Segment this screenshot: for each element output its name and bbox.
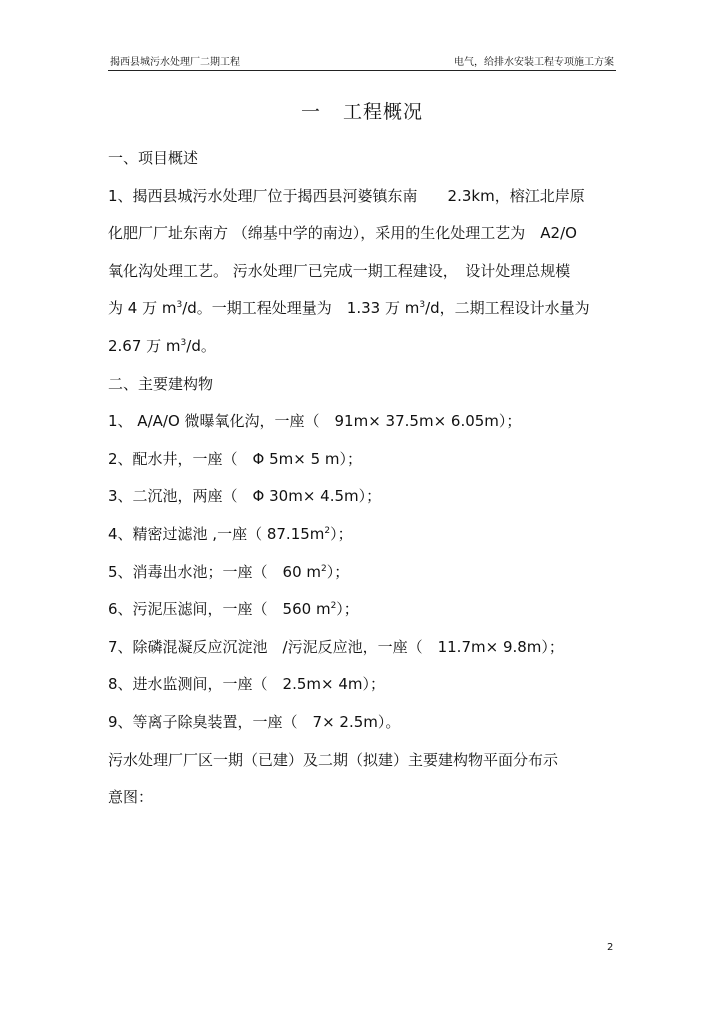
superscript: 2 [330,601,337,612]
overview-line: 化肥厂厂址东南方 （绵基中学的南边），采用的生化处理工艺为 A2/O [108,224,577,243]
chapter-title-text: 工程概况 [343,101,424,123]
section-heading-overview: 一、项目概述 [108,149,199,167]
list-item: 7、除磷混凝反应沉淀池 /污泥反应池，一座（ 11.7m× 9.8m）； [108,637,564,656]
list-item: 9、等离子除臭装置，一座（ 7× 2.5m）。 [108,712,401,731]
text-run: /d，二期工程设计水量为 [425,299,590,318]
document-body [108,140,628,817]
header-document-name: 电气，给排水安装工程专项施工方案 [454,57,614,68]
text-run: 2.67 万 m [108,336,181,355]
text-run: ）； [326,562,350,581]
list-item: 8、进水监测间，一座（ 2.5m× 4m）； [108,675,386,694]
list-item [108,554,628,592]
superscript: 3 [419,300,426,311]
superscript: 3 [176,300,183,311]
list-item: 2、配水井，一座（ Φ 5m× 5 m）； [108,449,363,468]
overview-line [108,290,628,328]
text-run: ）； [330,524,353,543]
superscript: 2 [324,525,331,536]
list-item: 1、 A/A/O 微曝氧化沟，一座（ 91m× 37.5m× 6.05m）； [108,412,522,431]
overview-line: 1、揭西县城污水处理厂位于揭西县河婆镇东南 2.3km，榕江北岸原 [108,186,585,205]
superscript: 3 [180,337,187,348]
chapter-number: 一 [300,101,321,123]
text-run: /d。一期工程处理量为 1.33 万 m [182,299,420,318]
text-run: ）； [336,600,359,619]
header-project-name: 揭西县城污水处理厂二期工程 [110,57,240,68]
list-item: 3、二沉池，两座（ Φ 30m× 4.5m）； [108,487,382,506]
section-heading-structures: 二、主要建构物 [108,374,214,393]
text-run: 为 4 万 m [108,299,177,318]
overview-line [108,328,628,366]
list-item [108,591,628,629]
list-item [108,516,628,554]
page-number: 2 [607,942,614,953]
closing-line: 污水处理厂厂区一期（已建）及二期（拟建）主要建构物平面分布示 [108,750,559,769]
page-header [108,50,616,71]
text-run: 4、精密过滤池 ,一座（ 87.15m [108,524,325,543]
overview-line: 氧化沟处理工艺。 污水处理厂已完成一期工程建设， 设计处理总规模 [108,261,571,280]
text-run: 5、消毒出水池；一座（ 60 m [108,562,322,581]
text-run: 6、污泥压滤间，一座（ 560 m [108,600,331,619]
chapter-title [0,97,724,124]
superscript: 2 [321,563,327,574]
text-run: /d。 [186,336,216,355]
closing-line: 意图： [108,788,154,807]
